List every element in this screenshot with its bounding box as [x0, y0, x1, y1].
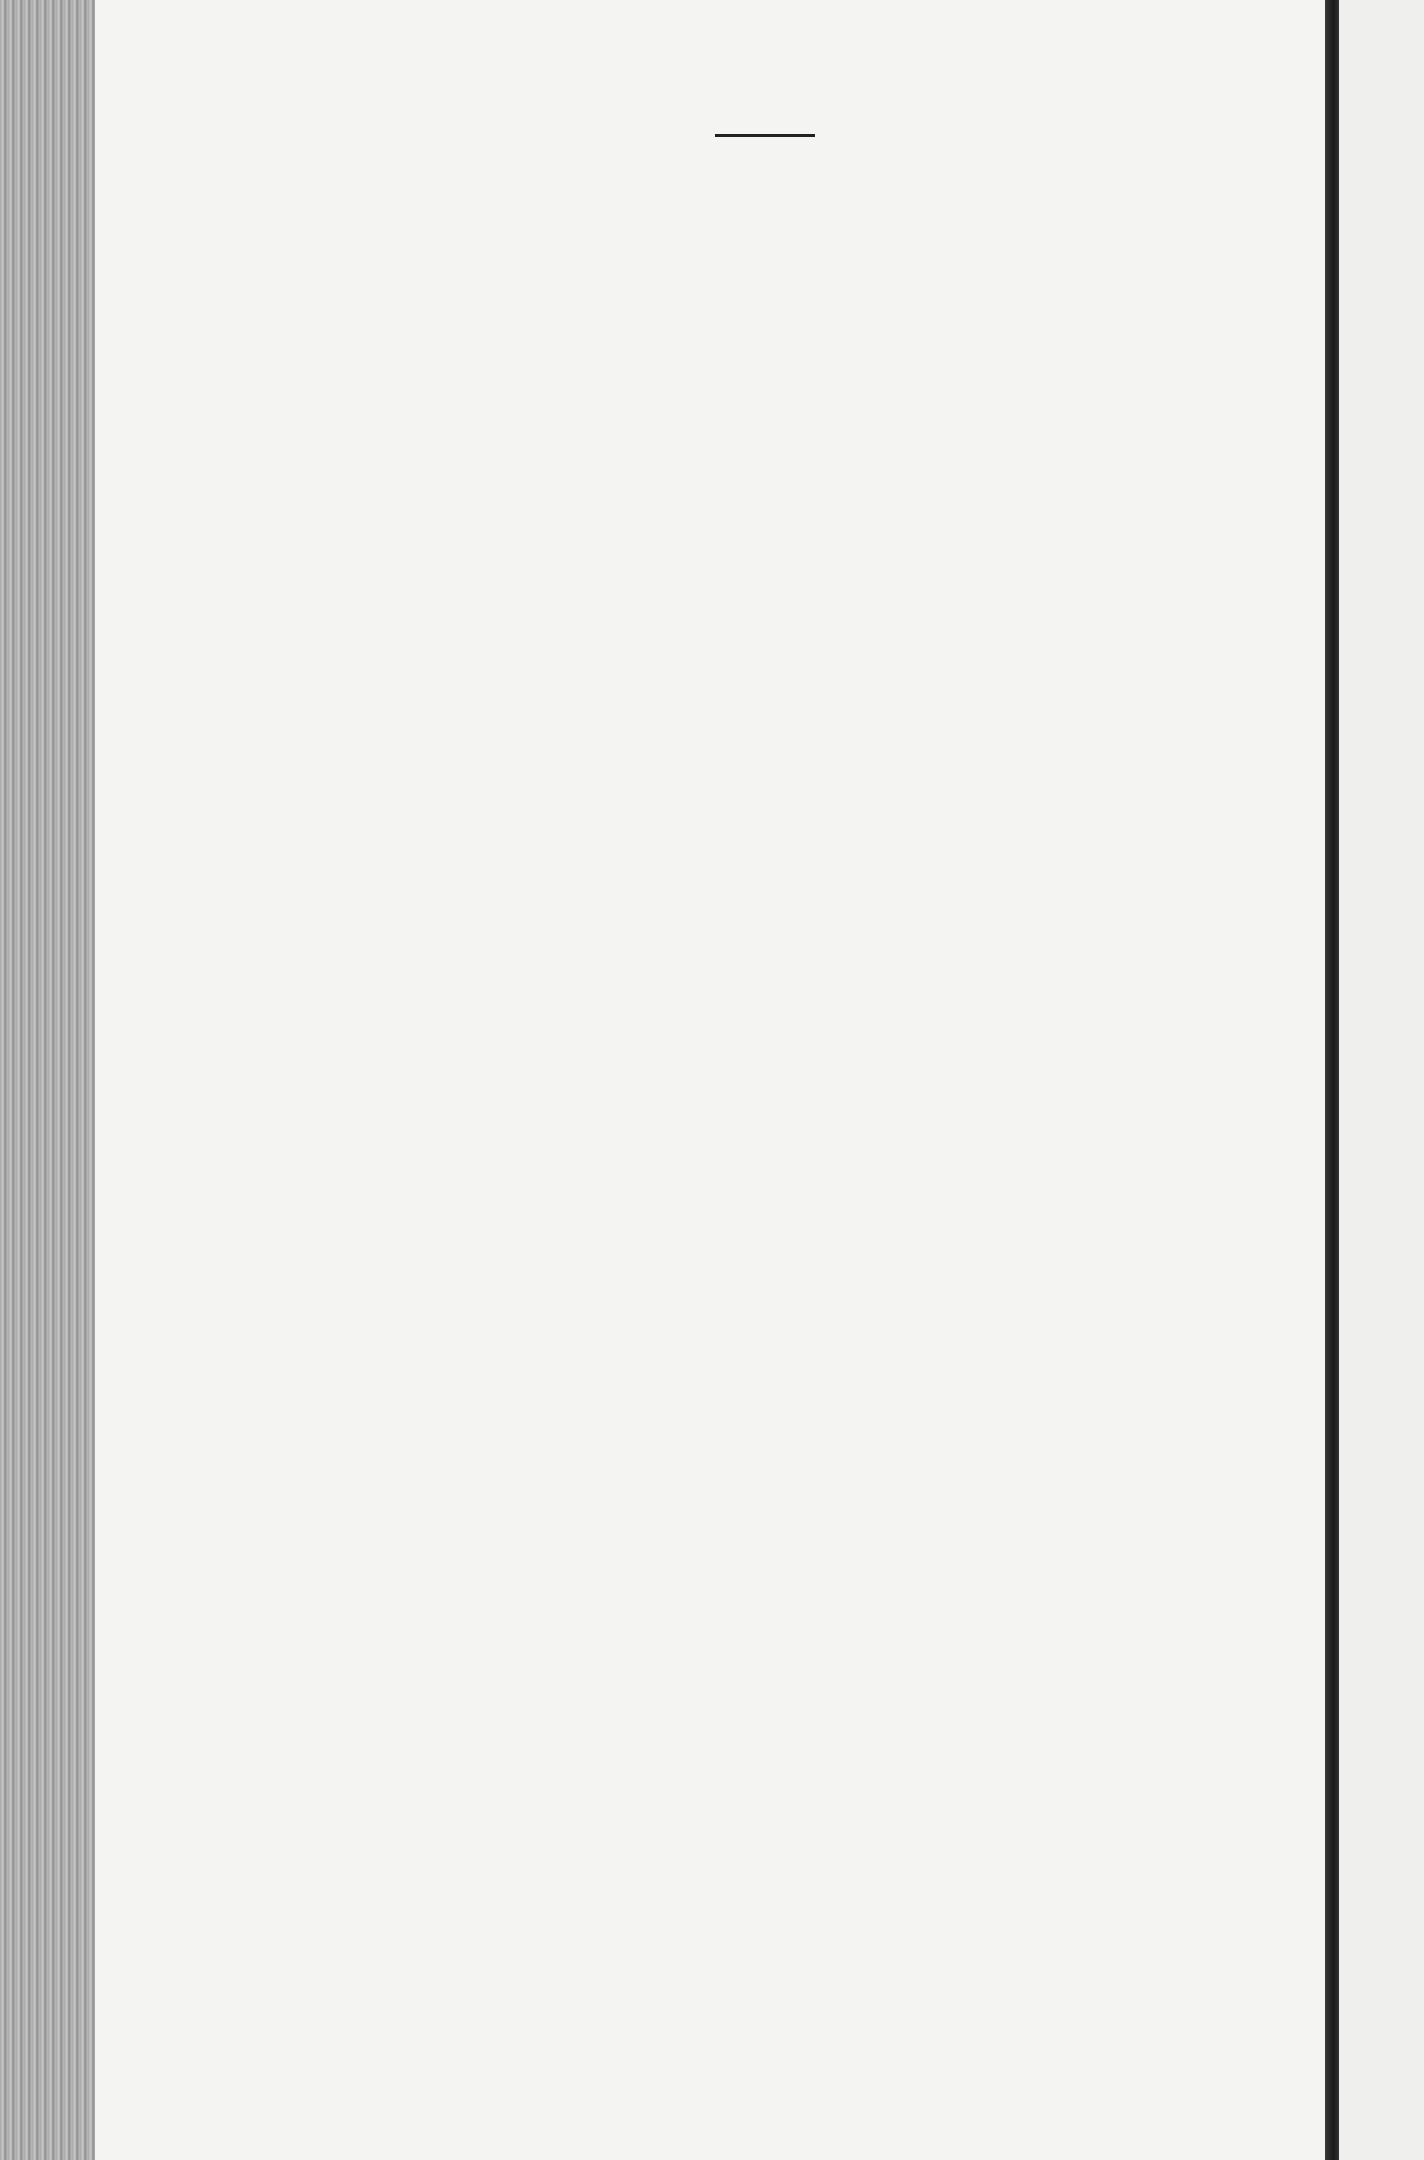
book-page — [95, 0, 1325, 2160]
facing-page-fragment — [1339, 0, 1424, 2160]
section-divider — [715, 134, 815, 137]
book-gutter — [0, 0, 95, 2160]
book-spine — [1325, 0, 1339, 2160]
page-content — [243, 120, 1286, 155]
